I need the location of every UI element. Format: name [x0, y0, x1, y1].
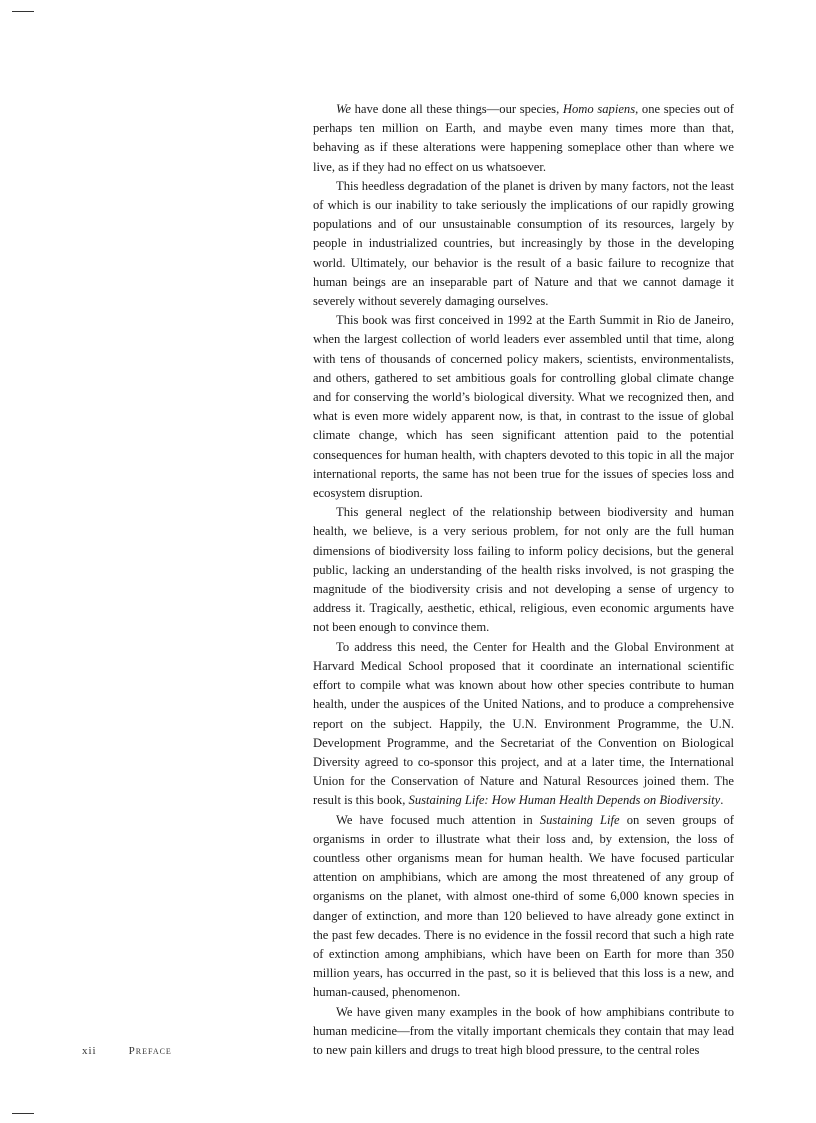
crop-mark-top [12, 11, 34, 12]
text-run: on seven groups of organisms in order to illustrate what their loss and, by extension, the loss of countless other organisms mean for human health. We have focused particular attention on amphibians, which are among the most threatened of any group of organisms on the planet, with almost one-third of some 6,000 known species in danger of extinction, and more than 120 believed to have already gone extinct in the past few decades. There is no evidence in the fossil record that such a high rate of extinction among amphibians, which have been on Earth for more than 350 million years, has occurred in the past, so it is believed that this loss is a new, and human-caused, phenomenon. [313, 812, 735, 1000]
italic-run: Sustaining Life [539, 812, 620, 827]
italic-run: Sustaining Life: How Human Health Depends on Biodiversity [408, 793, 721, 808]
text-run: This book was first conceived in 1992 at the Earth Summit in Rio de Janeiro, when the largest collection of world leaders ever assembled until that time, along with tens of thousands of concerned policy makers, scientists, environmentalists, and others, gathered to set ambitious goals for controlling global climate change and for conserving the world’s biological diversity. What we recognized then, and what is even more widely apparent now, is that, in contrast to the issue of global climate change, which has seen significant attention paid to the potential consequences for human health, with chapters devoted to this topic in all the major international reports, the same has not been true for the issues of species loss and ecosystem disruption. [313, 313, 734, 501]
text-run: To address this need, the Center for Health and the Global Environment at Harvard Medical School proposed that it coordinate an international scientific effort to compile what was known about how other species contribute to human health, under the auspices of the United Nations, and to produce a comprehensive report on the subject. Happily, the U.N. Environment Programme, the U.N. Development Programme, and the Secretariat of the Convention on Biological Diversity agreed to co-sponsor this project, and at a later time, the International Union for the Conservation of Nature and Natural Resources joined them. The result is this book, [313, 639, 734, 808]
paragraph [313, 311, 734, 503]
page-footer [82, 1045, 172, 1057]
italic-run: We [336, 102, 351, 116]
text-run: , one species out of perhaps ten million on Earth, and maybe even many times more than that, behaving as if these alterations were happening someplace other than where we live, as if they had no effect on us whatsoever. [313, 102, 734, 174]
text-run: This general neglect of the relationship between biodiversity and human health, we believe, is a very serious problem, for not only are the full human dimensions of biodiversity loss failing to inform policy decisions, but the general public, lacking an understanding of the health risks involved, is not grasping the magnitude of the biodiversity crisis and not developing a sense of urgency to address it. Tragically, aesthetic, ethical, religious, even economic arguments have not been enough to convince them. [313, 505, 734, 635]
text-run: This heedless degradation of the planet is driven by many factors, not the least of which is our inability to take seriously the implications of our rapidly growing populations and of our unsustainable consumption of its resources, largely by people in industrialized countries, but increasingly by those in the developing world. Ultimately, our behavior is the result of a basic failure to recognize that human beings are an inseparable part of Nature and that we cannot damage it severely without severely damaging ourselves. [313, 178, 734, 309]
text-run: We have focused much attention in [336, 812, 540, 827]
text-run: . [720, 793, 724, 808]
paragraph [313, 177, 734, 311]
paragraph [313, 503, 734, 637]
running-section-title: Preface [128, 1045, 172, 1057]
text-run: have done all these things—our species, [350, 102, 563, 116]
folio: xii [82, 1045, 97, 1057]
paragraph [313, 1003, 734, 1061]
paragraph [313, 100, 734, 177]
paragraph [313, 638, 734, 811]
text-run: We have given many examples in the book of how amphibians contribute to human medicine—from the vitally important chemicals they contain that may lead to new pain killers and drugs to treat high blood pressure, to the central roles [313, 1004, 734, 1057]
crop-mark-bottom [12, 1113, 34, 1114]
paragraph [313, 811, 734, 1003]
body-text [313, 100, 734, 1060]
italic-run: Homo sapiens [562, 102, 636, 116]
